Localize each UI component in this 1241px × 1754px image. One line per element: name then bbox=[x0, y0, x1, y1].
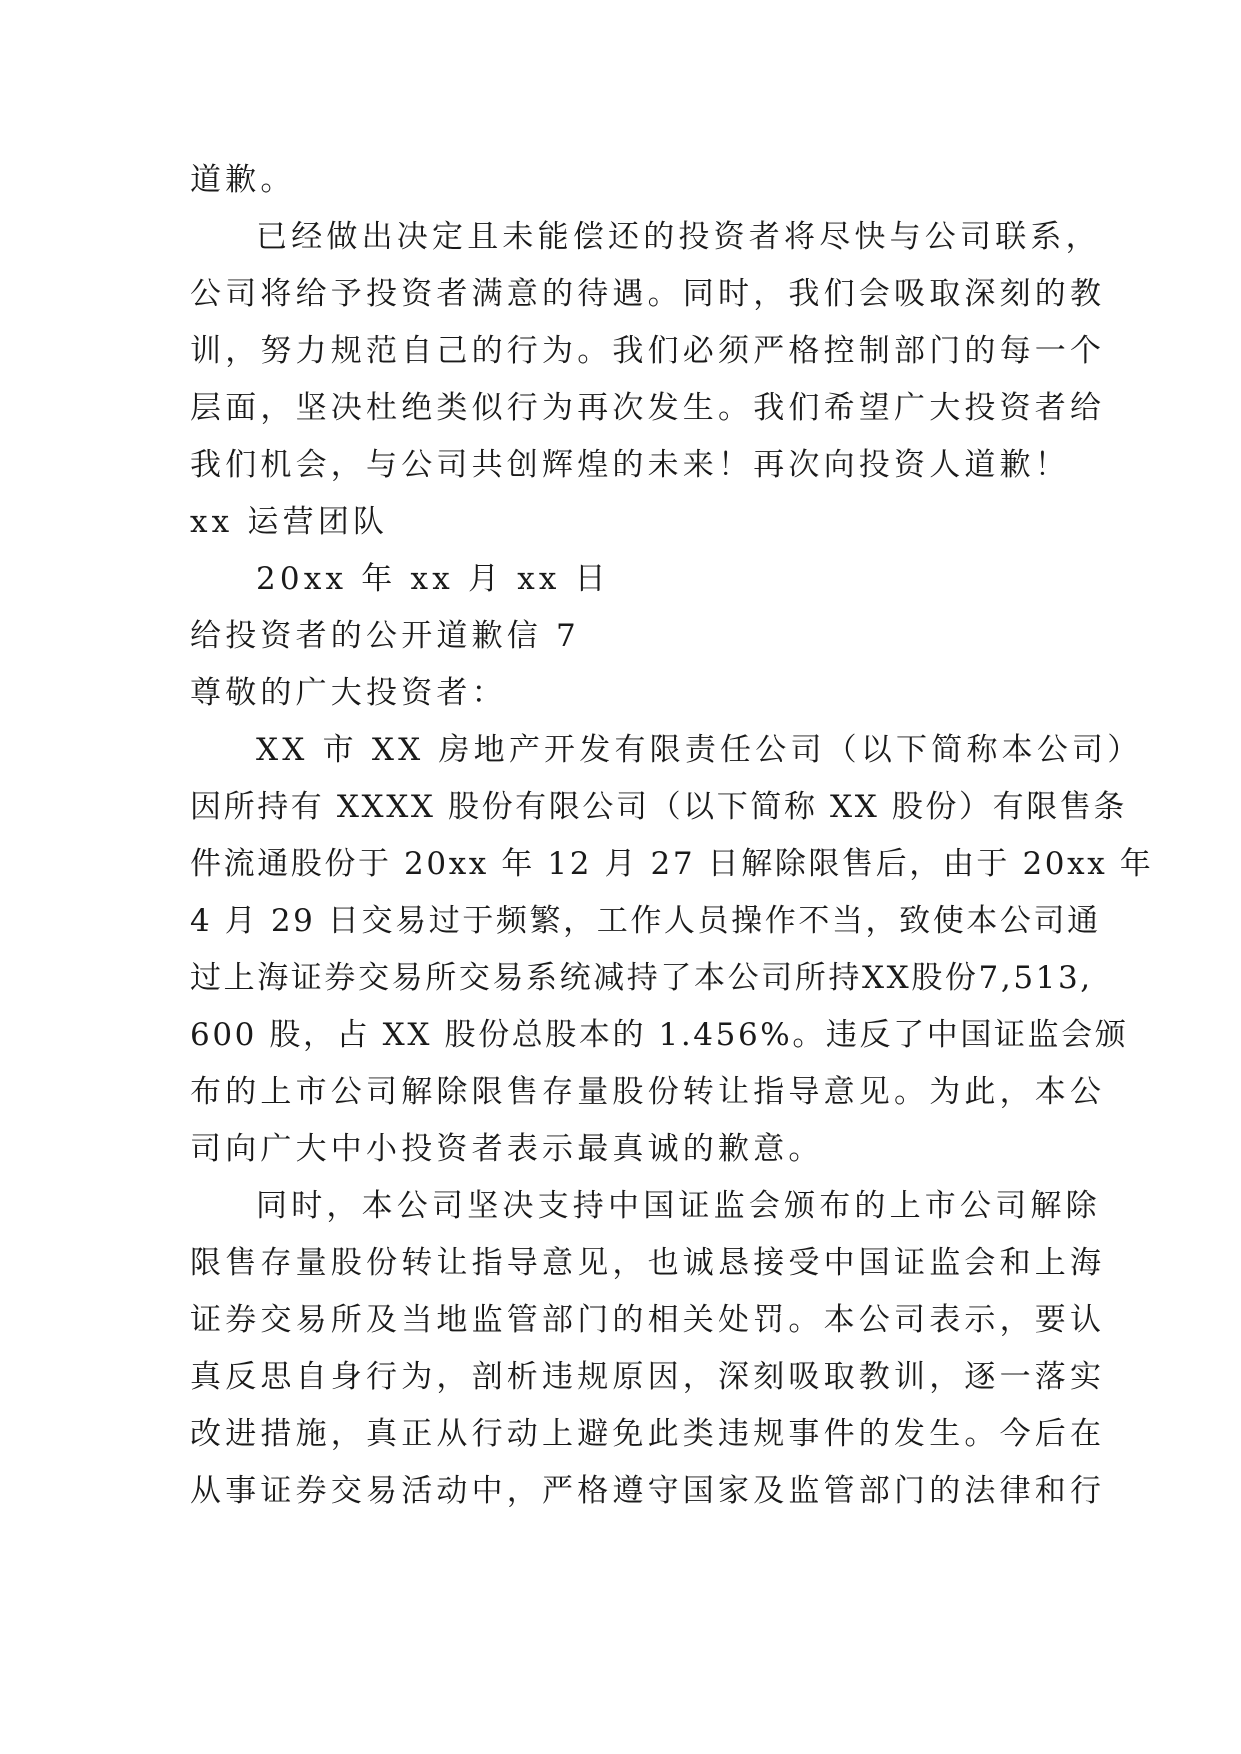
text-line: 已经做出决定且未能偿还的投资者将尽快与公司联系， bbox=[256, 219, 1101, 255]
text-line: 布的上市公司解除限售存量股份转让指导意见。为此，本公 bbox=[190, 1074, 1106, 1110]
text-line: 从事证券交易活动中，严格遵守国家及监管部门的法律和行 bbox=[190, 1473, 1106, 1509]
text-line: 600 股，占 XX 股份总股本的 1.456%。违反了中国证监会颁 bbox=[190, 1017, 1129, 1053]
text-line: 真反思自身行为，剖析违规原因，深刻吸取教训，逐一落实 bbox=[190, 1359, 1106, 1395]
text-line: 训，努力规范自己的行为。我们必须严格控制部门的每一个 bbox=[190, 333, 1106, 369]
text-line: 我们机会，与公司共创辉煌的未来！再次向投资人道歉！ bbox=[190, 447, 1070, 483]
text-line: 公司将给予投资者满意的待遇。同时，我们会吸取深刻的教 bbox=[190, 276, 1106, 312]
text-line: 同时，本公司坚决支持中国证监会颁布的上市公司解除 bbox=[256, 1188, 1101, 1224]
text-line: 层面，坚决杜绝类似行为再次发生。我们希望广大投资者给 bbox=[190, 390, 1106, 426]
text-line: 证券交易所及当地监管部门的相关处罚。本公司表示，要认 bbox=[190, 1302, 1106, 1338]
text-line: 4 月 29 日交易过于频繁，工作人员操作不当，致使本公司通 bbox=[190, 903, 1101, 939]
text-line: 道歉。 bbox=[190, 162, 296, 198]
text-line: 限售存量股份转让指导意见，也诚恳接受中国证监会和上海 bbox=[190, 1245, 1106, 1281]
letter-salutation: 尊敬的广大投资者： bbox=[190, 675, 507, 711]
letter-heading: 给投资者的公开道歉信 7 bbox=[190, 618, 580, 654]
text-line: 司向广大中小投资者表示最真诚的歉意。 bbox=[190, 1131, 824, 1167]
text-line: 过上海证券交易所交易系统减持了本公司所持XX股份7,513, bbox=[190, 960, 1093, 996]
text-line: 件流通股份于 20xx 年 12 月 27 日解除限售后，由于 20xx 年 bbox=[190, 846, 1154, 882]
text-line: XX 市 XX 房地产开发有限责任公司（以下简称本公司） bbox=[256, 732, 1143, 768]
text-line: 因所持有 XXXX 股份有限公司（以下简称 XX 股份）有限售条 bbox=[190, 789, 1128, 825]
text-line: 改进措施，真正从行动上避免此类违规事件的发生。今后在 bbox=[190, 1416, 1106, 1452]
document-body bbox=[190, 152, 1154, 1520]
signature-team: xx 运营团队 bbox=[190, 504, 389, 540]
signature-date: 20xx 年 xx 月 xx 日 bbox=[256, 561, 610, 597]
